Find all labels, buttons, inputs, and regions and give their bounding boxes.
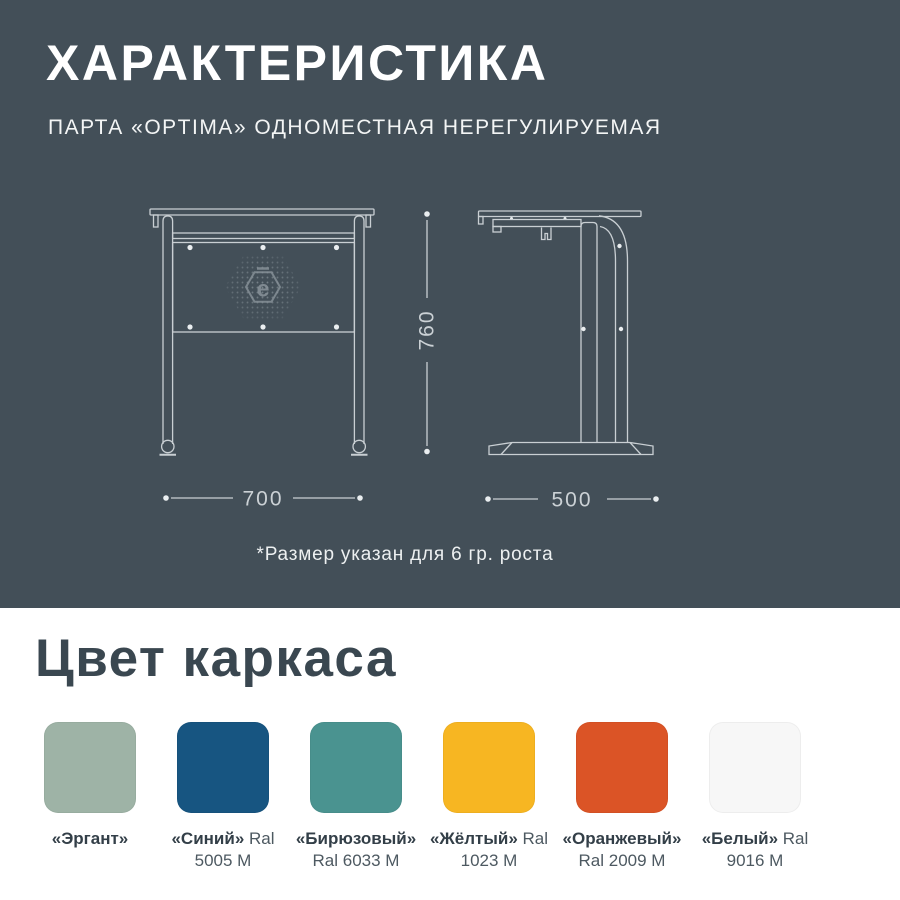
color-option [291, 722, 421, 872]
color-ral-code: Ral 9016 M [726, 828, 809, 870]
width-dimension-label: 700 [242, 487, 284, 511]
frame-colors-title: Цвет каркаса [35, 629, 398, 688]
logo-letter: e [256, 275, 270, 302]
color-ral-code: Ral 6033 M [312, 850, 400, 870]
color-swatch[interactable] [576, 722, 668, 813]
color-name: «Бирюзовый» [295, 828, 417, 848]
color-swatch[interactable] [310, 722, 402, 813]
frame-color-swatches [0, 722, 900, 872]
color-label [690, 828, 820, 872]
depth-dimension-label: 500 [551, 488, 593, 512]
color-option [424, 722, 554, 872]
dimension-height [416, 211, 439, 454]
color-label [158, 828, 288, 872]
color-name: «Эргант» [51, 828, 129, 848]
color-option [158, 722, 288, 872]
color-ral-code: Ral 1023 M [460, 828, 549, 870]
color-label [424, 828, 554, 872]
color-ral-code: Ral 2009 M [578, 850, 666, 870]
color-swatch[interactable] [443, 722, 535, 813]
color-name: «Белый» [701, 828, 779, 848]
brand-hexagon-logo [225, 254, 301, 320]
side-view-drawing [479, 211, 654, 455]
color-name: «Синий» [171, 828, 245, 848]
page-title: ХАРАКТЕРИСТИКА [46, 35, 549, 91]
color-label [25, 828, 155, 850]
color-name: «Жёлтый» [429, 828, 518, 848]
size-footnote: *Размер указан для 6 гр. роста [256, 544, 554, 565]
color-option [690, 722, 820, 872]
technical-drawing [130, 195, 680, 520]
dimension-width [163, 488, 363, 511]
color-option [25, 722, 155, 872]
product-subtitle: ПАРТА «OPTIMA» ОДНОМЕСТНАЯ НЕРЕГУЛИРУЕМАЯ [48, 116, 662, 139]
color-option [557, 722, 687, 872]
dimension-depth [485, 489, 659, 512]
color-label [557, 828, 687, 872]
color-swatch[interactable] [177, 722, 269, 813]
color-ral-code: Ral 5005 M [194, 828, 275, 870]
bag-hook [542, 228, 552, 240]
frame-colors-section [0, 608, 900, 900]
color-swatch[interactable] [709, 722, 801, 813]
color-name: «Оранжевый» [562, 828, 682, 848]
height-dimension-label: 760 [415, 309, 439, 351]
color-swatch[interactable] [44, 722, 136, 813]
color-label [291, 828, 421, 872]
front-view-drawing [150, 209, 374, 455]
